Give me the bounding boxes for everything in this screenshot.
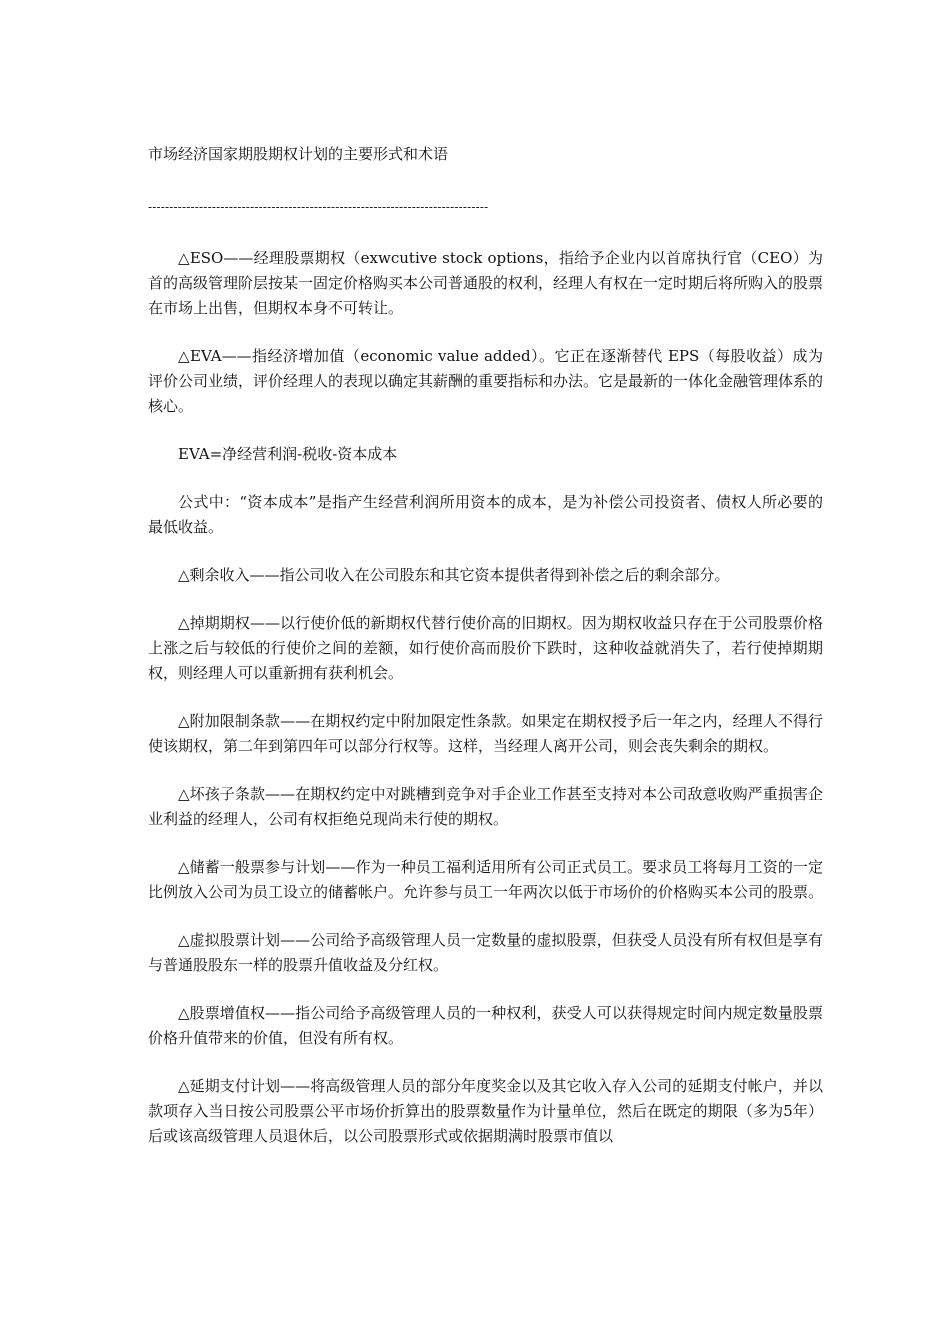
paragraph-eva: △EVA——指经济增加值（economic value added）。它正在逐渐替代 EPS（每股收益）成为评价公司业绩，评价经理人的表现以确定其薪酬的重要指标和办法。它是最新的一体化金融管理体系的核心。 [148, 347, 824, 415]
paragraph-bad-boy-clause: △坏孩子条款——在期权约定中对跳槽到竞争对手企业工作甚至支持对本公司敌意收购严重损害企业利益的经理人，公司有权拒绝兑现尚未行使的期权。 [148, 785, 823, 828]
paragraph-savings-plan: △储蓄一般票参与计划——作为一种员工福利适用所有公司正式员工。要求员工将每月工资的一定比例放入公司为员工设立的储蓄帐户。允许参与员工一年两次以低于市场价的价格购买本公司的股票。 [148, 858, 824, 901]
document-title: 市场经济国家期股期权计划的主要形式和术语 [148, 145, 449, 163]
paragraph-deferred-payment: △延期支付计划——将高级管理人员的部分年度奖金以及其它收入存入公司的延期支付帐户，并以款项存入当日按公司股票公平市场价折算出的股票数量作为计量单位，然后在既定的期限（多为5年）后或该高级管理人员退休后，以公司股票形式或依据期满时股票市值以 [148, 1077, 823, 1145]
paragraph-stock-appreciation-rights: △股票增值权——指公司给予高级管理人员的一种权利，获受人可以获得规定时间内规定数量股票价格升值带来的价值，但没有所有权。 [148, 1004, 823, 1047]
paragraph-eso: △ESO——经理股票期权（exwcutive stock options，指给予企业内以首席执行官（CEO）为首的高级管理阶层按某一固定价格购买本公司普通股的权利，经理人有权在一定时期后将所购入的股票在市场上出售，但期权本身不可转让。 [148, 249, 824, 317]
paragraph-swap-option: △掉期期权——以行使价低的新期权代替行使价高的旧期权。因为期权收益只存在于公司股票价格上涨之后与较低的行使价之间的差额，如行使价高而股价下跌时，这种收益就消失了，若行使掉期期权，则经理人可以重新拥有获利机会。 [148, 614, 823, 682]
paragraph-phantom-stock: △虚拟股票计划——公司给予高级管理人员一定数量的虚拟股票，但获受人员没有所有权但是享有与普通股股东一样的股票升值收益及分红权。 [148, 931, 823, 974]
separator-line: -------------------------------------------------------------------------------- [148, 200, 489, 214]
paragraph-restriction-clause: △附加限制条款——在期权约定中附加限定性条款。如果定在期权授予后一年之内，经理人不得行使该期权，第二年到第四年可以部分行权等。这样，当经理人离开公司，则会丧失剩余的期权。 [148, 712, 823, 755]
paragraph-eva-formula: EVA=净经营利润-税收-资本成本 [178, 445, 398, 463]
document-page [148, 142, 823, 1149]
paragraph-formula-note: 公式中：“资本成本”是指产生经营利润所用资本的成本，是为补偿公司投资者、债权人所必要的最低收益。 [148, 493, 823, 536]
paragraph-residual-income: △剩余收入——指公司收入在公司股东和其它资本提供者得到补偿之后的剩余部分。 [178, 566, 730, 584]
